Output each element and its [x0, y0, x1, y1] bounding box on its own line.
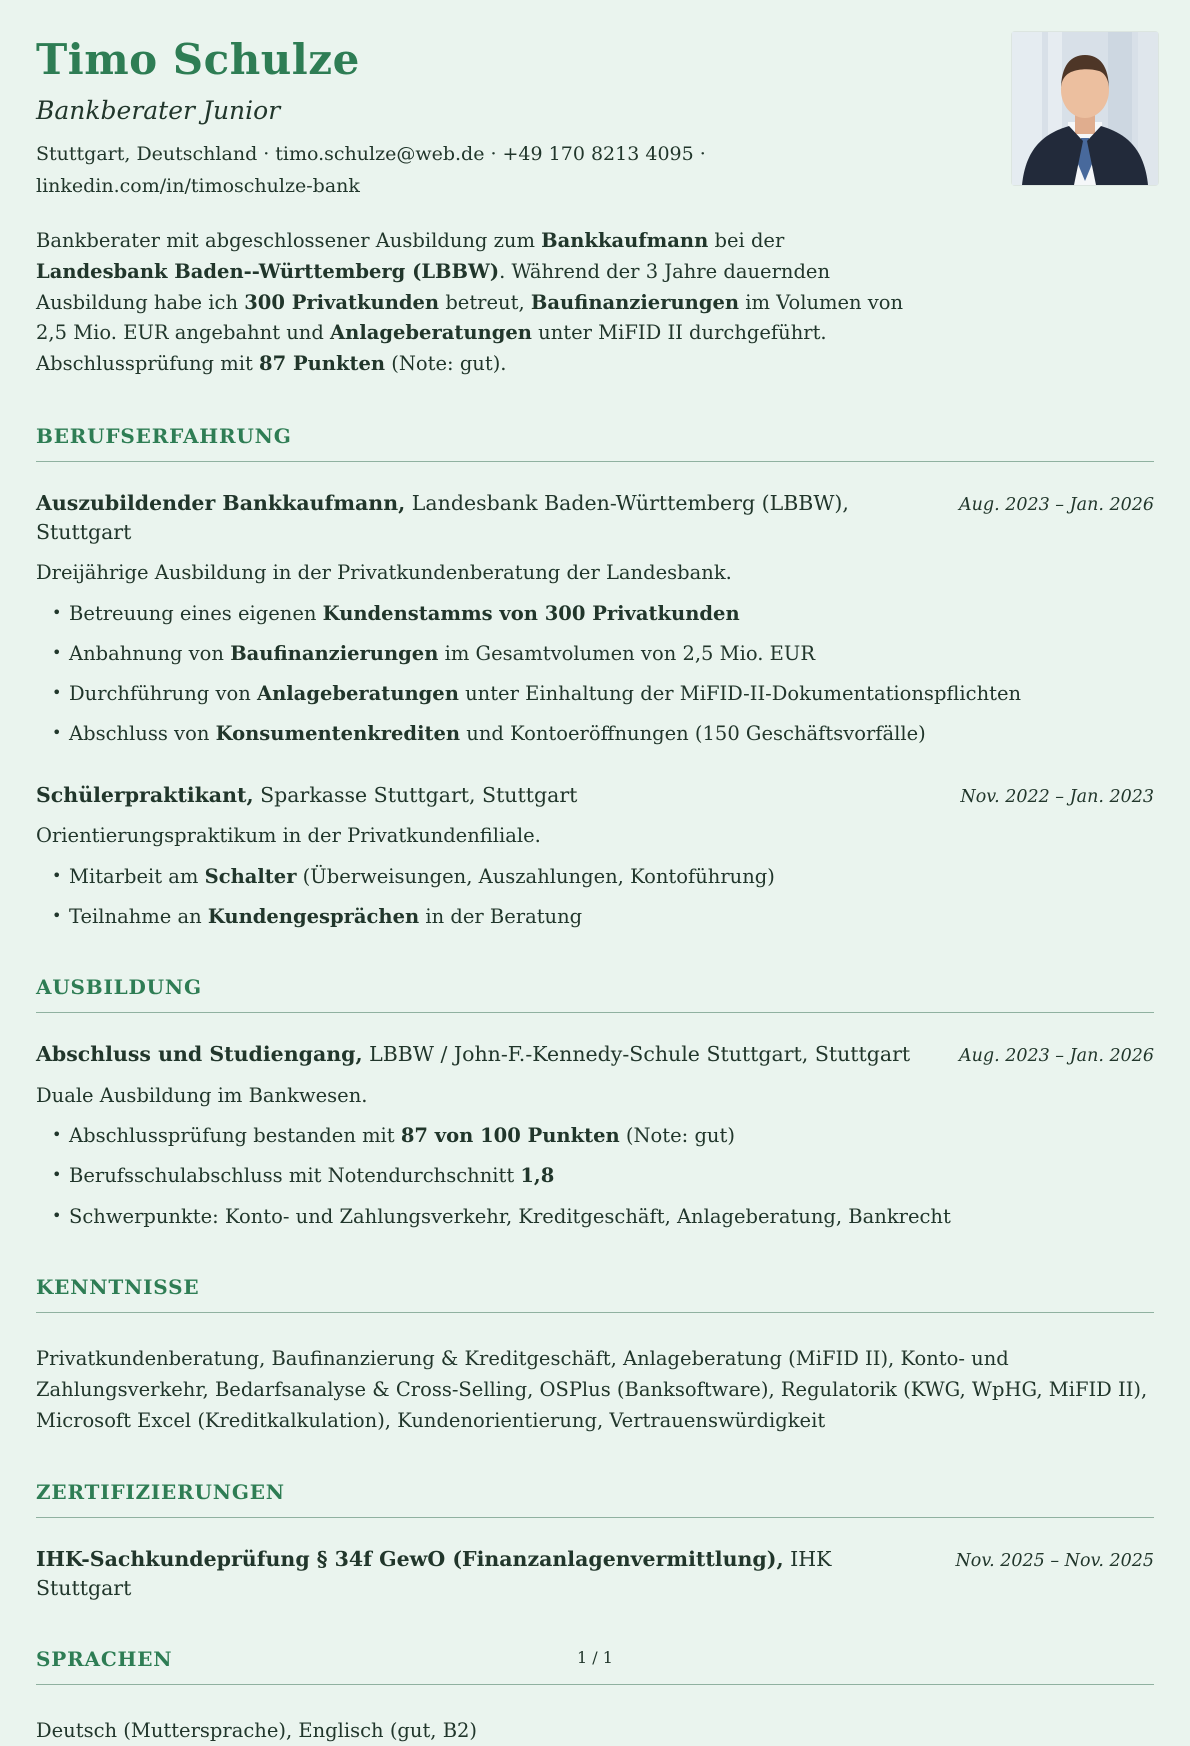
entry-title: [36, 1545, 931, 1602]
text-segment: Baufinanzierungen: [230, 641, 439, 665]
bullet-item: [52, 863, 1154, 891]
section-berufserfahrung: [36, 424, 1154, 931]
section-title: ZERTIFIZIERUNGEN: [36, 1480, 285, 1505]
profile-photo: [1012, 32, 1158, 185]
text-segment: im Volumen von 2,5 Mio. EUR angebahnt und: [36, 290, 904, 345]
text-segment: Kundenstamms von 300 Privatkunden: [322, 601, 740, 625]
text-segment: Schalter: [204, 864, 297, 888]
text-segment: . Während der 3 Jahre dauernden Ausbildung habe ich: [36, 259, 831, 314]
education-entry: [36, 1040, 1154, 1231]
text-segment: Anbahnung von: [69, 641, 231, 665]
text-segment: Teilnahme an: [69, 904, 208, 928]
bullet-item: [52, 680, 1154, 708]
text-segment: im Gesamtvolumen von 2,5 Mio. EUR: [438, 641, 816, 665]
entry-role: Abschluss und Studiengang,: [36, 1042, 363, 1067]
person-name: Timo Schulze: [36, 35, 360, 84]
text-segment: 1,8: [520, 1164, 555, 1188]
entry-header: [36, 489, 1154, 546]
entry-role: Schülerpraktikant,: [36, 782, 254, 807]
text-segment: betreut,: [439, 290, 531, 314]
bullet-item: [52, 903, 1154, 931]
entry-bullet-list: [36, 863, 1154, 932]
section-zertifizierungen: [36, 1480, 1154, 1602]
entry-bullet-list: [36, 600, 1154, 749]
entry-org: LBBW / John-F.-Kennedy-Schule Stuttgart, Stuttgart: [362, 1042, 911, 1067]
section-kenntnisse: [36, 1275, 1154, 1437]
text-segment: Berufsschulabschluss mit Notendurchschnitt: [69, 1164, 521, 1188]
section-divider: [36, 1312, 1154, 1313]
text-segment: bei der: [708, 228, 785, 252]
entry-date: Nov. 2025 – Nov. 2025: [955, 1551, 1154, 1572]
text-segment: und Kontoeröffnungen (150 Geschäftsvorfälle): [460, 722, 926, 746]
experience-entry: [36, 781, 1154, 931]
entry-header: [36, 1040, 1154, 1069]
section-title: KENNTNISSE: [36, 1274, 200, 1299]
text-segment: Bankberater mit abgeschlossener Ausbildung zum: [36, 228, 542, 252]
section-ausbildung: [36, 975, 1154, 1231]
text-segment: Mitarbeit am: [69, 864, 205, 888]
contact-email: timo.schulze@web.de: [275, 143, 485, 166]
entry-org: Landesbank Baden-Württemberg (LBBW), Stuttgart: [36, 490, 849, 544]
contact-info: [36, 139, 916, 202]
bullet-item: [52, 1122, 1154, 1150]
text-segment: (Note: gut): [619, 1124, 735, 1148]
contact-location: Stuttgart, Deutschland: [36, 143, 258, 166]
section-divider: [36, 1012, 1154, 1013]
text-segment: Konsumentenkrediten: [215, 722, 461, 746]
text-segment: unter MiFID II durchgeführt. Abschlussprüfung mit: [36, 321, 827, 376]
contact-phone: +49 170 8213 4095: [502, 143, 694, 166]
entry-date: Aug. 2023 – Jan. 2026: [958, 1046, 1154, 1067]
profile-photo-illustration: [1012, 32, 1158, 185]
text-segment: Abschluss von: [69, 722, 216, 746]
bullet-item: [52, 600, 1154, 628]
entry-header: [36, 781, 1154, 810]
text-segment: 300 Privatkunden: [244, 290, 440, 314]
text-segment: Anlageberatungen: [330, 321, 532, 345]
entry-date: Aug. 2023 – Jan. 2026: [958, 494, 1154, 515]
text-segment: Schwerpunkte: Konto- und Zahlungsverkehr, Kreditgeschäft, Anlageberatung, Bankrecht: [69, 1204, 951, 1228]
contact-separator: ·: [699, 143, 706, 166]
text-segment: Anlageberatungen: [256, 682, 459, 706]
entry-description: Orientierungspraktikum in der Privatkundenfiliale.: [36, 824, 541, 848]
certification-entry: [36, 1545, 1154, 1602]
text-segment: unter Einhaltung der MiFID-II-Dokumentationspflichten: [458, 682, 1022, 706]
text-segment: Kundengesprächen: [207, 904, 420, 928]
entry-role: Auszubildender Bankkaufmann,: [36, 490, 406, 515]
skills-text: Privatkundenberatung, Baufinanzierung & Kreditgeschäft, Anlageberatung (MiFID II), Konto- und Zahlungsverkehr, Bedarfsanalyse & Cross-Selling, OSPlus (Banksoftware), Regulatorik (KWG, WpHG, MiFID II), Microsoft Excel (Kreditkalkulation), Kundenorientierung, Vertrauenswürdigkeit: [36, 1346, 1148, 1433]
bullet-item: [52, 1162, 1154, 1190]
text-segment: Betreuung eines eigenen: [69, 601, 323, 625]
text-segment: Bankkaufmann: [541, 228, 709, 252]
text-segment: (Note: gut).: [385, 352, 507, 376]
text-segment: Durchführung von: [69, 682, 257, 706]
bullet-item: [52, 720, 1154, 748]
entry-header: [36, 1545, 1154, 1602]
entry-org: IHK Stuttgart: [36, 1547, 832, 1601]
resume-header: [36, 36, 1154, 202]
bullet-item: [52, 640, 1154, 668]
section-title: SPRACHEN: [36, 1646, 173, 1671]
contact-separator: ·: [263, 143, 270, 166]
text-segment: 87 von 100 Punkten: [400, 1124, 620, 1148]
experience-entry: [36, 489, 1154, 749]
profile-summary: [36, 226, 921, 380]
text-segment: Abschlussprüfung bestanden mit: [69, 1124, 401, 1148]
entry-description: Dreijährige Ausbildung in der Privatkundenberatung der Landesbank.: [36, 561, 732, 585]
contact-separator: ·: [490, 143, 497, 166]
languages-text: Deutsch (Muttersprache), Englisch (gut, B2): [36, 1718, 478, 1742]
bullet-item: [52, 1203, 1154, 1231]
entry-bullet-list: [36, 1122, 1154, 1231]
entry-title: [36, 489, 935, 546]
section-divider: [36, 1517, 1154, 1518]
entry-title: [36, 1040, 910, 1069]
text-segment: 87 Punkten: [259, 352, 386, 376]
entry-org: Sparkasse Stuttgart, Stuttgart: [253, 782, 578, 807]
entry-date: Nov. 2022 – Jan. 2023: [960, 786, 1154, 807]
entry-title: [36, 781, 577, 810]
text-segment: (Überweisungen, Auszahlungen, Kontoführung): [296, 864, 775, 888]
section-title: BERUFSERFAHRUNG: [36, 423, 292, 448]
page-number: 1 / 1: [577, 1648, 613, 1667]
section-divider: [36, 461, 1154, 462]
text-segment: in der Beratung: [419, 904, 583, 928]
person-job-title: Bankberater Junior: [36, 96, 281, 126]
text-segment: Baufinanzierungen: [530, 290, 740, 314]
text-segment: Landesbank Baden--Württemberg (LBBW): [36, 259, 500, 283]
entry-description: Duale Ausbildung im Bankwesen.: [36, 1083, 368, 1107]
entry-role: IHK-Sachkundeprüfung § 34f GewO (Finanzanlagenvermittlung),: [36, 1547, 784, 1572]
section-divider: [36, 1684, 1154, 1685]
contact-linkedin: linkedin.com/in/timoschulze-bank: [36, 174, 360, 197]
section-title: AUSBILDUNG: [36, 975, 202, 1000]
